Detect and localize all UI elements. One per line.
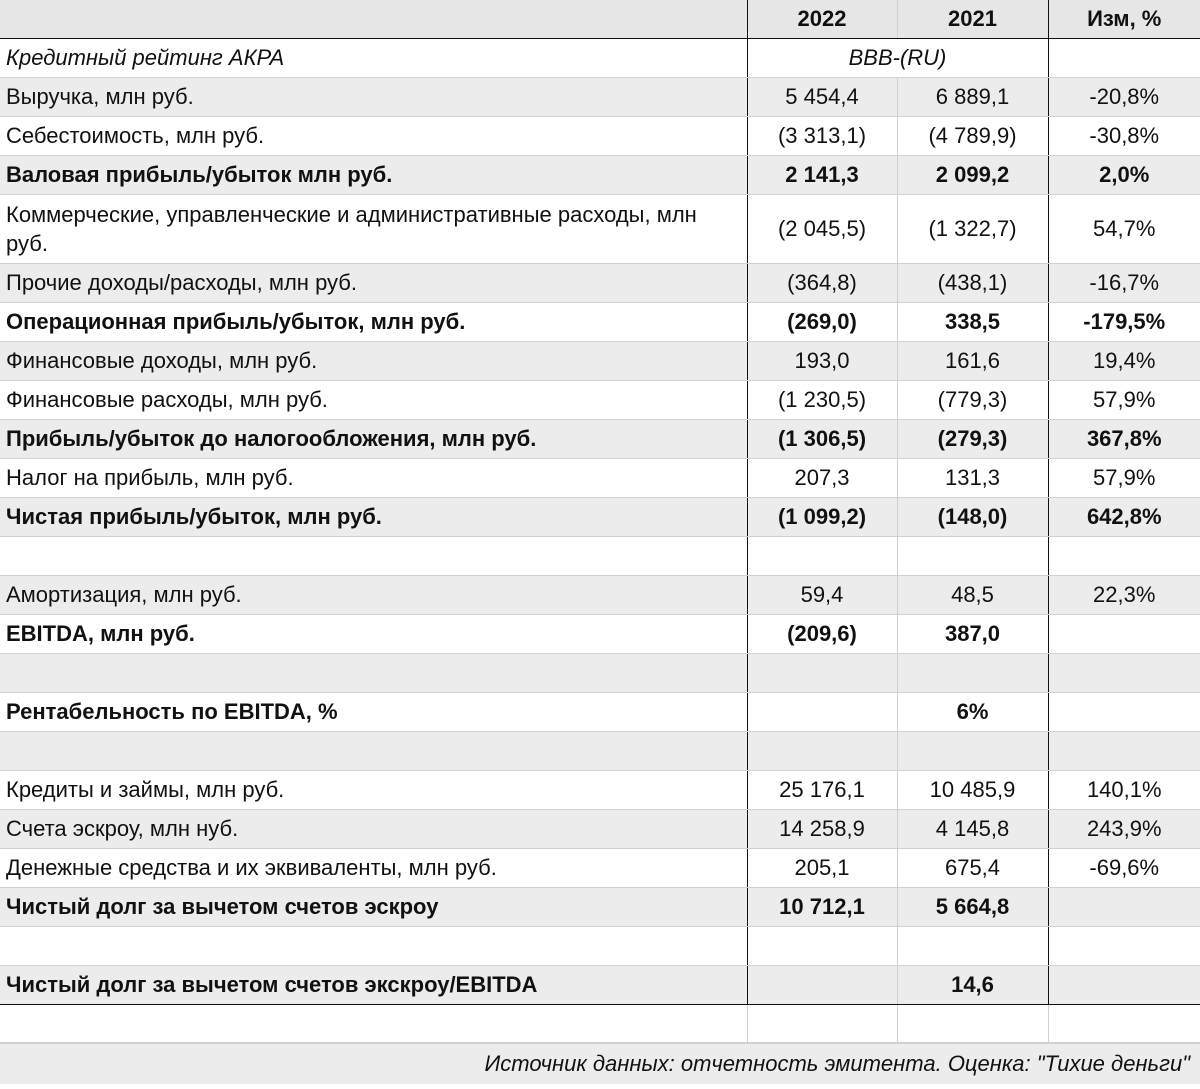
value-change: [1048, 966, 1200, 1005]
value-change: -30,8%: [1048, 117, 1200, 156]
table-row: [0, 303, 1200, 342]
table-row: [0, 771, 1200, 810]
value-2021: 10 485,9: [897, 771, 1048, 810]
value-change: -179,5%: [1048, 303, 1200, 342]
value-change: [1048, 654, 1200, 693]
value-2021: 6 889,1: [897, 78, 1048, 117]
table-row: [0, 342, 1200, 381]
value-2021: 675,4: [897, 849, 1048, 888]
row-label: Операционная прибыль/убыток, млн руб.: [0, 303, 747, 342]
row-label: Налог на прибыль, млн руб.: [0, 459, 747, 498]
table-row: [0, 888, 1200, 927]
row-label: Кредиты и займы, млн руб.: [0, 771, 747, 810]
value-2021: (279,3): [897, 420, 1048, 459]
source-note: Источник данных: отчетность эмитента. Оценка: "Тихие деньги": [0, 1043, 1200, 1084]
row-label: Финансовые доходы, млн руб.: [0, 342, 747, 381]
value-2021: 4 145,8: [897, 810, 1048, 849]
value-2022: (1 230,5): [747, 381, 897, 420]
value-2021: [897, 927, 1048, 966]
header-2021: 2021: [897, 0, 1048, 39]
value-change: 2,0%: [1048, 156, 1200, 195]
value-2022: (1 306,5): [747, 420, 897, 459]
rating-value: BBB-(RU): [747, 39, 1048, 78]
value-change: [1048, 693, 1200, 732]
value-2022: 207,3: [747, 459, 897, 498]
value-change: 140,1%: [1048, 771, 1200, 810]
row-label: Чистый долг за вычетом счетов экскроу/EBITDA: [0, 966, 747, 1005]
value-2021: (779,3): [897, 381, 1048, 420]
value-2022: 205,1: [747, 849, 897, 888]
table-row: [0, 264, 1200, 303]
value-change: [1048, 888, 1200, 927]
value-2021: (4 789,9): [897, 117, 1048, 156]
spacer-row: [0, 537, 1200, 576]
table-row: [0, 966, 1200, 1005]
value-change: 642,8%: [1048, 498, 1200, 537]
value-2021: 2 099,2: [897, 156, 1048, 195]
rating-row: [0, 39, 1200, 78]
value-2022: [747, 537, 897, 576]
table-row: [0, 810, 1200, 849]
value-2021: 5 664,8: [897, 888, 1048, 927]
row-label: Прочие доходы/расходы, млн руб.: [0, 264, 747, 303]
value-2021: 6%: [897, 693, 1048, 732]
rating-blank: [1048, 39, 1200, 78]
row-label: Себестоимость, млн руб.: [0, 117, 747, 156]
value-change: [1048, 732, 1200, 771]
row-label: Чистый долг за вычетом счетов эскроу: [0, 888, 747, 927]
header-row: [0, 0, 1200, 39]
row-label: Финансовые расходы, млн руб.: [0, 381, 747, 420]
value-2022: 2 141,3: [747, 156, 897, 195]
row-label: Денежные средства и их эквиваленты, млн руб.: [0, 849, 747, 888]
value-2021: 48,5: [897, 576, 1048, 615]
value-2022: 14 258,9: [747, 810, 897, 849]
value-2022: [747, 1005, 897, 1043]
value-change: -16,7%: [1048, 264, 1200, 303]
value-2022: [747, 732, 897, 771]
value-2022: 193,0: [747, 342, 897, 381]
header-label: [0, 0, 747, 39]
value-change: 243,9%: [1048, 810, 1200, 849]
row-label: Выручка, млн руб.: [0, 78, 747, 117]
value-2021: 14,6: [897, 966, 1048, 1005]
value-2021: [897, 537, 1048, 576]
value-2022: 5 454,4: [747, 78, 897, 117]
value-2022: 10 712,1: [747, 888, 897, 927]
value-2022: [747, 927, 897, 966]
value-change: -69,6%: [1048, 849, 1200, 888]
spacer-row: [0, 654, 1200, 693]
table-row: [0, 420, 1200, 459]
value-2021: 387,0: [897, 615, 1048, 654]
row-label: EBITDA, млн руб.: [0, 615, 747, 654]
table-row: [0, 195, 1200, 264]
value-change: 22,3%: [1048, 576, 1200, 615]
spacer-row: [0, 1005, 1200, 1043]
table-row: [0, 576, 1200, 615]
value-2022: [747, 654, 897, 693]
value-2022: (364,8): [747, 264, 897, 303]
value-change: [1048, 537, 1200, 576]
value-2022: (2 045,5): [747, 195, 897, 264]
value-2021: (1 322,7): [897, 195, 1048, 264]
table-row: [0, 849, 1200, 888]
row-label: Валовая прибыль/убыток млн руб.: [0, 156, 747, 195]
table-row: [0, 498, 1200, 537]
spacer-row: [0, 732, 1200, 771]
value-2022: (1 099,2): [747, 498, 897, 537]
value-change: [1048, 615, 1200, 654]
spacer-row: [0, 927, 1200, 966]
value-2021: (148,0): [897, 498, 1048, 537]
value-2022: 25 176,1: [747, 771, 897, 810]
table-row: [0, 459, 1200, 498]
value-change: [1048, 927, 1200, 966]
value-2021: 161,6: [897, 342, 1048, 381]
value-change: 367,8%: [1048, 420, 1200, 459]
value-2021: [897, 1005, 1048, 1043]
row-label: Прибыль/убыток до налогообложения, млн руб.: [0, 420, 747, 459]
value-2021: 338,5: [897, 303, 1048, 342]
value-change: 19,4%: [1048, 342, 1200, 381]
row-label: [0, 732, 747, 771]
row-label: [0, 654, 747, 693]
row-label: Чистая прибыль/убыток, млн руб.: [0, 498, 747, 537]
row-label: Счета эскроу, млн нуб.: [0, 810, 747, 849]
row-label: Рентабельность по EBITDA, %: [0, 693, 747, 732]
row-label: [0, 927, 747, 966]
value-change: -20,8%: [1048, 78, 1200, 117]
row-label: Коммерческие, управленческие и административные расходы, млн руб.: [0, 195, 747, 264]
value-2022: (209,6): [747, 615, 897, 654]
value-2022: (269,0): [747, 303, 897, 342]
rating-label: Кредитный рейтинг АКРА: [0, 39, 747, 78]
table-row: [0, 78, 1200, 117]
header-2022: 2022: [747, 0, 897, 39]
value-change: 57,9%: [1048, 459, 1200, 498]
row-label: [0, 1005, 747, 1043]
value-change: 54,7%: [1048, 195, 1200, 264]
value-2022: (3 313,1): [747, 117, 897, 156]
value-2021: 131,3: [897, 459, 1048, 498]
value-2021: [897, 654, 1048, 693]
header-change: Изм, %: [1048, 0, 1200, 39]
table-row: [0, 156, 1200, 195]
table-row: [0, 381, 1200, 420]
value-2022: 59,4: [747, 576, 897, 615]
table-row: [0, 693, 1200, 732]
value-change: [1048, 1005, 1200, 1043]
row-label: [0, 537, 747, 576]
value-2022: [747, 966, 897, 1005]
value-2021: (438,1): [897, 264, 1048, 303]
table-row: [0, 117, 1200, 156]
value-2021: [897, 732, 1048, 771]
value-change: 57,9%: [1048, 381, 1200, 420]
row-label: Амортизация, млн руб.: [0, 576, 747, 615]
value-2022: [747, 693, 897, 732]
table-row: [0, 615, 1200, 654]
